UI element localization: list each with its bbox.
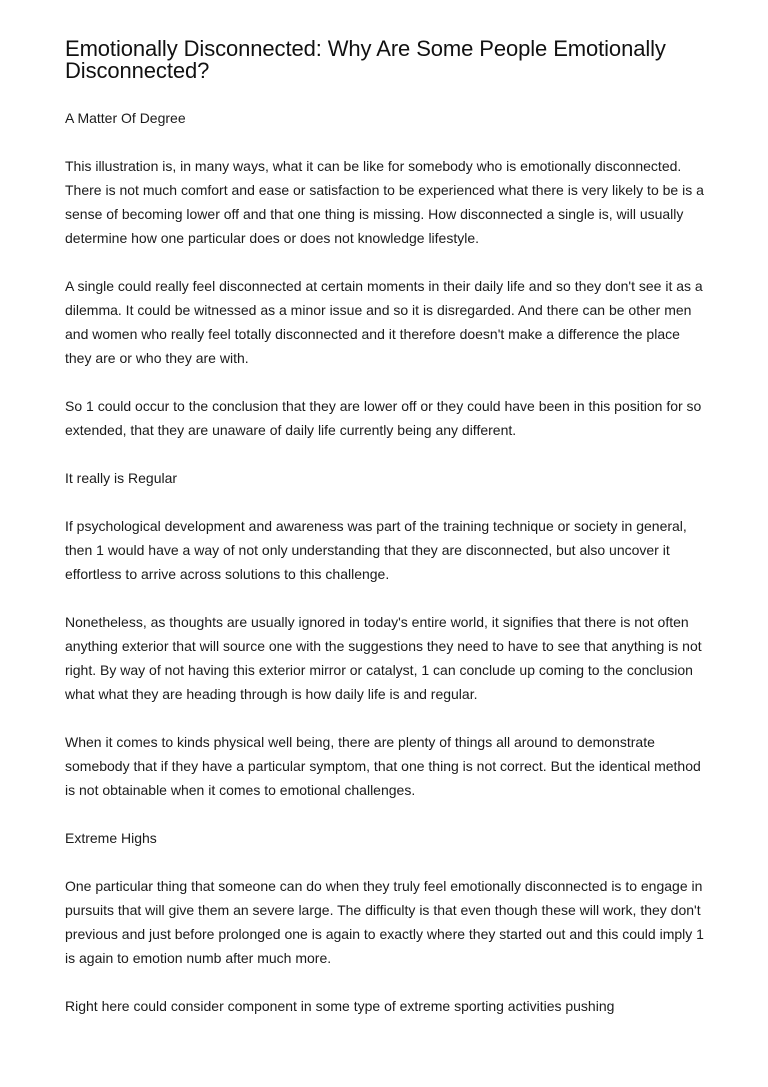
section-heading-regular: It really is Regular [65, 470, 178, 486]
paragraph: Right here could consider component in some type of extreme sporting activities pushing [65, 998, 615, 1014]
paragraph: A single could really feel disconnected at certain moments in their daily life and so they don't see it as a dilemma. It could be witnessed as a minor issue and so it is disregarded. And there can be other men and women who really feel totally disconnected and it therefore doesn't make a difference the place they are or who they are with. [65, 278, 703, 366]
paragraph: One particular thing that someone can do when they truly feel emotionally disconnected is to engage in pursuits that will give them an severe large. The difficulty is that even though these will work, they don't previous and just before prolonged one is again to exactly where they started out and this could imply 1 is again to emotion numb after much more. [65, 878, 704, 966]
section-heading-matter-of-degree: A Matter Of Degree [65, 110, 186, 126]
section-heading-extreme-highs: Extreme Highs [65, 830, 157, 846]
paragraph: So 1 could occur to the conclusion that they are lower off or they could have been in this position for so extended, that they are unaware of daily life currently being any different. [65, 398, 702, 438]
paragraph: This illustration is, in many ways, what it can be like for somebody who is emotionally disconnected. There is not much comfort and ease or satisfaction to be experienced what there is very likely to be is a sense of becoming lower off and that one thing is missing. How disconnected a single is, will usually determine how one particular does or does not knowledge lifestyle. [65, 158, 704, 246]
document-title: Emotionally Disconnected: Why Are Some People Emotionally Disconnected? [65, 36, 666, 83]
paragraph: If psychological development and awareness was part of the training technique or society in general, then 1 would have a way of not only understanding that they are disconnected, but also uncover it effortless to arrive across solutions to this challenge. [65, 518, 687, 582]
paragraph: Nonetheless, as thoughts are usually ignored in today's entire world, it signifies that there is not often anything exterior that will source one with the suggestions they need to have to see that anything is not right. By way of not having this exterior mirror or catalyst, 1 can conclude up coming to the conclusion what what they are heading through is how daily life is and regular. [65, 614, 702, 702]
paragraph: When it comes to kinds physical well being, there are plenty of things all around to demonstrate somebody that if they have a particular symptom, that one thing is not correct. But the identical method is not obtainable when it comes to emotional challenges. [65, 734, 701, 798]
